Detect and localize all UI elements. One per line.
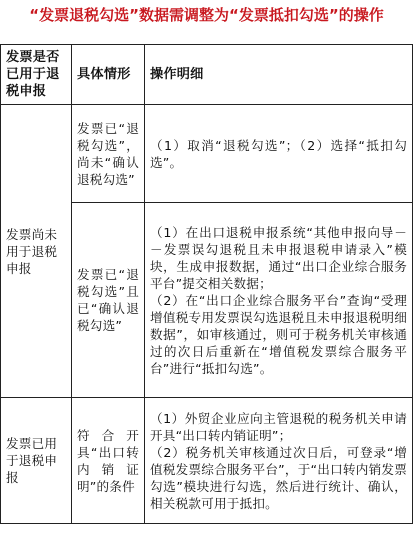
detail-step: （2）税务机关审核通过次日后，可登录“增值税发票综合服务平台”，于“出口转内销发票勾选”模块进行勾选，然后进行统计、确认，相关税款可用于抵扣。 <box>150 444 407 511</box>
table-row <box>1 105 413 203</box>
situation-cell: 发票已“退税勾选”且已“确认退税勾选” <box>72 203 145 398</box>
header-operation-details: 操作明细 <box>145 45 413 105</box>
detail-cell <box>145 203 413 398</box>
detail-cell <box>145 398 413 524</box>
header-situation: 具体情形 <box>72 45 145 105</box>
header-invoice-used: 发票是否已用于退税申报 <box>1 45 72 105</box>
operation-table <box>0 44 413 524</box>
status-cell-not-declared: 发票尚未用于退税申报 <box>1 105 72 398</box>
page-title: “发票退税勾选”数据需调整为“发票抵扣勾选”的操作 <box>29 6 384 24</box>
table-header-row <box>1 45 413 105</box>
situation-cell: 发票已“退税勾选”，尚未“确认退税勾选” <box>72 105 145 203</box>
detail-step: （2）在“出口企业综合服务平台”查询“受理增值税专用发票误勾选退税且未申报退税明细数据”，如审核通过，则可于税务机关审核通过的次日后重新在“增值税发票综合服务平台”进行“抵扣勾选”。 <box>150 292 407 376</box>
status-cell-declared: 发票已用于退税申报 <box>1 398 72 524</box>
detail-cell <box>145 105 413 203</box>
detail-step: （1）在出口退税申报系统“其他申报向导－－发票误勾退税且未申报退税申请录入”模块，生成申报数据，通过“出口企业综合服务平台”提交相关数据； <box>150 224 407 291</box>
situation-cell: 符合开具“出口转内销证明”的条件 <box>72 398 145 524</box>
detail-step: （1）取消“退税勾选”；（2）选择“抵扣勾选”。 <box>150 137 407 170</box>
detail-step: （1）外贸企业应向主管退税的税务机关申请开具“出口转内销证明”； <box>150 410 407 443</box>
table-row <box>1 398 413 524</box>
